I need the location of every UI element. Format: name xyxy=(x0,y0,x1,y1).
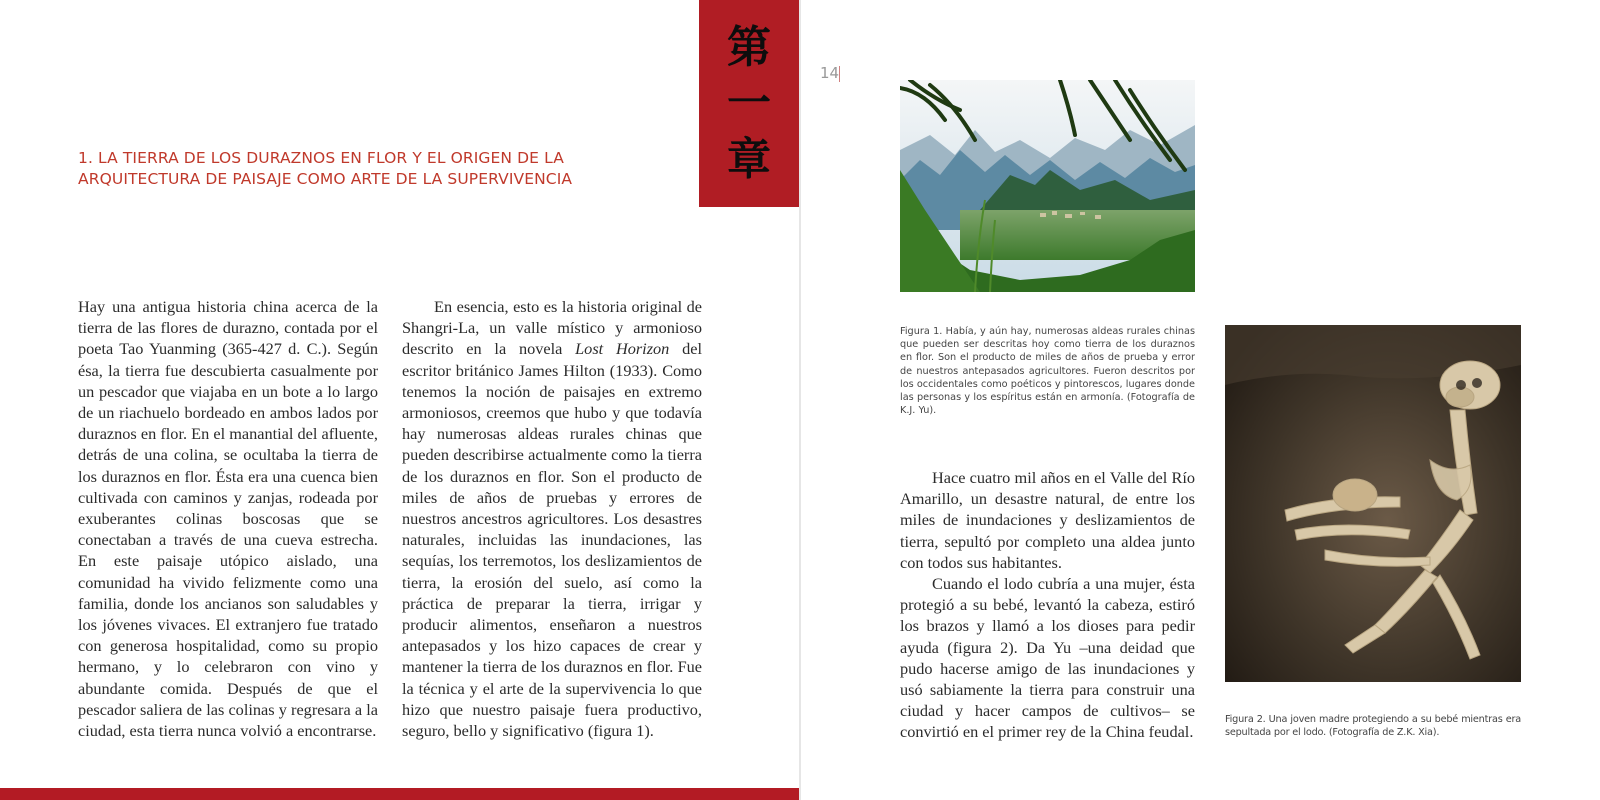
chapter-glyph-3: 章 xyxy=(727,133,771,185)
figure-2-skeleton-photo xyxy=(1225,325,1521,682)
chapter-glyph-2: 一 xyxy=(727,77,771,129)
column-1-paragraph: Hay una antigua historia china acerca de la tierra de las flores de durazno, contada por el poeta Tao Yuanming (365-427 d. C.). Según ésa, la tierra fue descubierta casualmente por un pescador que viajaba en un bote a lo largo de un riachuelo bordeado en ambos lados por duraznos en flor. En el manantial del afluente, detrás de una colina, se ocultaba la tierra de los duraznos en flor. Ésta era una cuenca bien cultivada con caminos y zanjas, rodeada por exuberantes colinas boscosas que se conectaban a través de una cueva estrecha. En este paisaje utópico aislado, una comunidad ha vivido felizmente como una familia, donde los ancianos son saludables y los jóvenes vivaces. El extranjero fue tratado con generosa hospitalidad, como su propio hermano, y lo celebraron con vino y abundante comida. Después de que el pescador saliera de las colinas y regresara a la ciudad, esta tierra nunca volvió a encontrarse. xyxy=(78,297,378,741)
column-2-paragraph xyxy=(402,296,702,741)
figure-2-caption: Figura 2. Una joven madre protegiendo a su bebé mientras era sepultada por el lodo. (Fotografía de Z.K. Xia). xyxy=(1225,714,1521,739)
right-paragraph-2: Cuando el lodo cubría a una mujer, ésta protegió a su bebé, levantó la cabeza, estiró los brazos y llamó a los dioses para pedir ayuda (figura 2). Da Yu –una deidad que pudo hacerse amigo de las inundaciones y usó sabiamente la tierra para construir una ciudad y hacer campos de cultivos– se convirtió en el primer rey de la China feudal. xyxy=(900,574,1195,742)
text-column-2 xyxy=(402,296,702,741)
figure-1-caption: Figura 1. Había, y aún hay, numerosas aldeas rurales chinas que pueden ser descritas hoy como tierra de los duraznos en flor. Son el producto de miles de años de prueba y error de nuestros antepasados agricultores. Fueron descritos por los occidentales como poéticos y pintorescos, lugares donde las personas y los espíritus están en armonía. (Fotografía de K.J. Yu). xyxy=(900,326,1195,417)
right-paragraph-1: Hace cuatro mil años en el Valle del Río Amarillo, un desastre natural, de entre los miles de inundaciones y deslizamientos de tierra, sepultó por completo una aldea junto con todos sus habitantes. xyxy=(900,468,1195,572)
column-2-text-b: del escritor británico James Hilton (1933). Como tenemos la noción de paisajes en extremo armoniosos, creemos que hubo y que todavía hay numerosas aldeas rurales chinas que pueden describirse actualmente como la tierra de los duraznos en flor. Son el producto de miles de años de pruebas y errores de nuestros ancestros agricultores. Los desastres naturales, incluidas las inundaciones, las sequías, los terremotos, los deslizamientos de tierra, la erosión del suelo, así como la práctica de preparar la tierra, irrigar y producir alimentos, enseñaron a nuestros antepasados y los hizo capaces de crear y mantener la tierra de los duraznos en flor. Fue la técnica y el arte de la supervivencia lo que hizo que nuestro paisaje fuera productivo, seguro, bello y significativo (figura 1). xyxy=(402,339,702,741)
page-number: 14 xyxy=(820,64,840,82)
text-column-1 xyxy=(78,296,378,741)
book-title: Lost Horizon xyxy=(575,339,670,359)
column-2-text-a: En esencia, esto es la historia original de Shangri-La, un valle místico y armonioso descrito en la novela xyxy=(402,297,702,359)
chapter-glyph-1: 第 xyxy=(727,21,771,73)
bottom-accent-band xyxy=(0,788,800,800)
chapter-tab xyxy=(699,0,799,207)
right-page-text xyxy=(900,467,1195,743)
figure-1-landscape-photo xyxy=(900,80,1195,292)
right-page xyxy=(801,0,1600,800)
section-heading: 1. LA TIERRA DE LOS DURAZNOS EN FLOR Y EL ORIGEN DE LA ARQUITECTURA DE PAISAJE COMO ARTE DE LA SUPERVIVENCIA xyxy=(78,149,573,188)
page-number-divider xyxy=(839,66,840,82)
